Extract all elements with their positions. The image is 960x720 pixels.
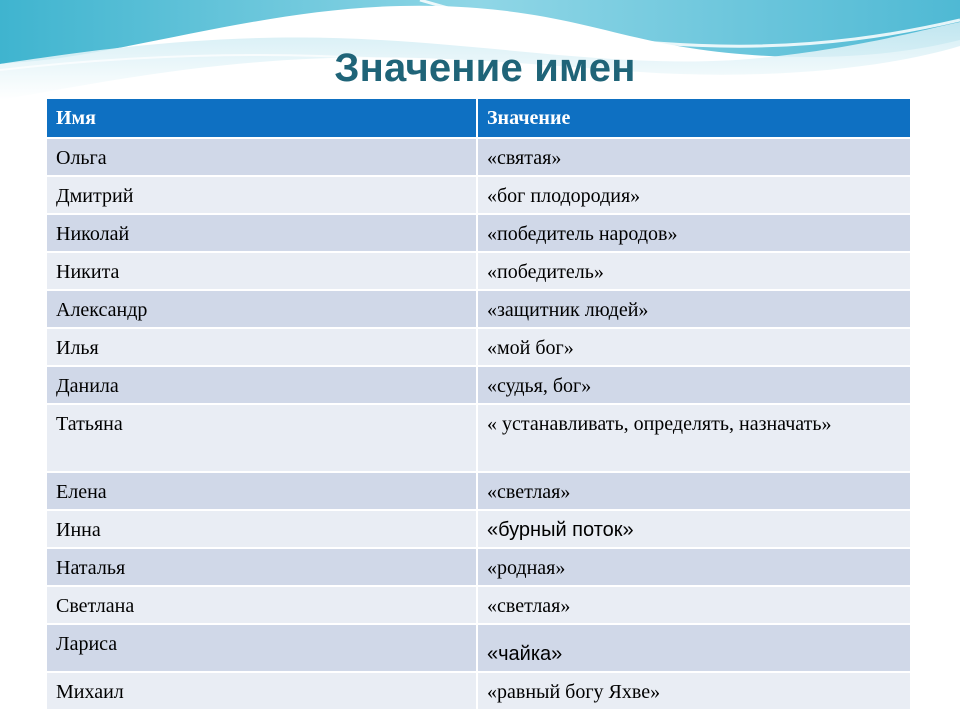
name-cell: Светлана (46, 586, 477, 624)
meaning-cell: «чайка» (477, 624, 911, 672)
meaning-cell: «светлая» (477, 472, 911, 510)
table-row (46, 214, 911, 252)
table-row (46, 472, 911, 510)
meaning-cell: «защитник людей» (477, 290, 911, 328)
table-row (46, 404, 911, 472)
meaning-cell: «мой бог» (477, 328, 911, 366)
meaning-cell: «святая» (477, 138, 911, 176)
table-row (46, 548, 911, 586)
name-cell: Татьяна (46, 404, 477, 472)
name-cell: Александр (46, 290, 477, 328)
name-cell: Николай (46, 214, 477, 252)
meaning-cell: «бог плодородия» (477, 176, 911, 214)
name-cell: Никита (46, 252, 477, 290)
meaning-cell: «победитель народов» (477, 214, 911, 252)
name-cell: Михаил (46, 672, 477, 710)
meaning-cell: «победитель» (477, 252, 911, 290)
meaning-cell: «родная» (477, 548, 911, 586)
name-cell: Лариса (46, 624, 477, 672)
table-row (46, 138, 911, 176)
meaning-cell: «светлая» (477, 586, 911, 624)
column-header-name: Имя (46, 98, 477, 138)
table-row (46, 328, 911, 366)
table-row (46, 586, 911, 624)
name-cell: Дмитрий (46, 176, 477, 214)
meaning-cell: «судья, бог» (477, 366, 911, 404)
meaning-cell: « устанавливать, определять, назначать» (477, 404, 911, 472)
table-row (46, 290, 911, 328)
names-table (45, 97, 912, 711)
table-row (46, 624, 911, 672)
table-row (46, 672, 911, 710)
meaning-cell: «бурный поток» (477, 510, 911, 548)
table-header-row (46, 98, 911, 138)
table-row (46, 176, 911, 214)
name-cell: Наталья (46, 548, 477, 586)
name-cell: Ольга (46, 138, 477, 176)
name-cell: Елена (46, 472, 477, 510)
table-row (46, 252, 911, 290)
table-row (46, 366, 911, 404)
column-header-meaning: Значение (477, 98, 911, 138)
table-row (46, 510, 911, 548)
meaning-cell: «равный богу Яхве» (477, 672, 911, 710)
name-cell: Данила (46, 366, 477, 404)
page-title: Значение имен (334, 46, 636, 90)
name-cell: Илья (46, 328, 477, 366)
name-cell: Инна (46, 510, 477, 548)
